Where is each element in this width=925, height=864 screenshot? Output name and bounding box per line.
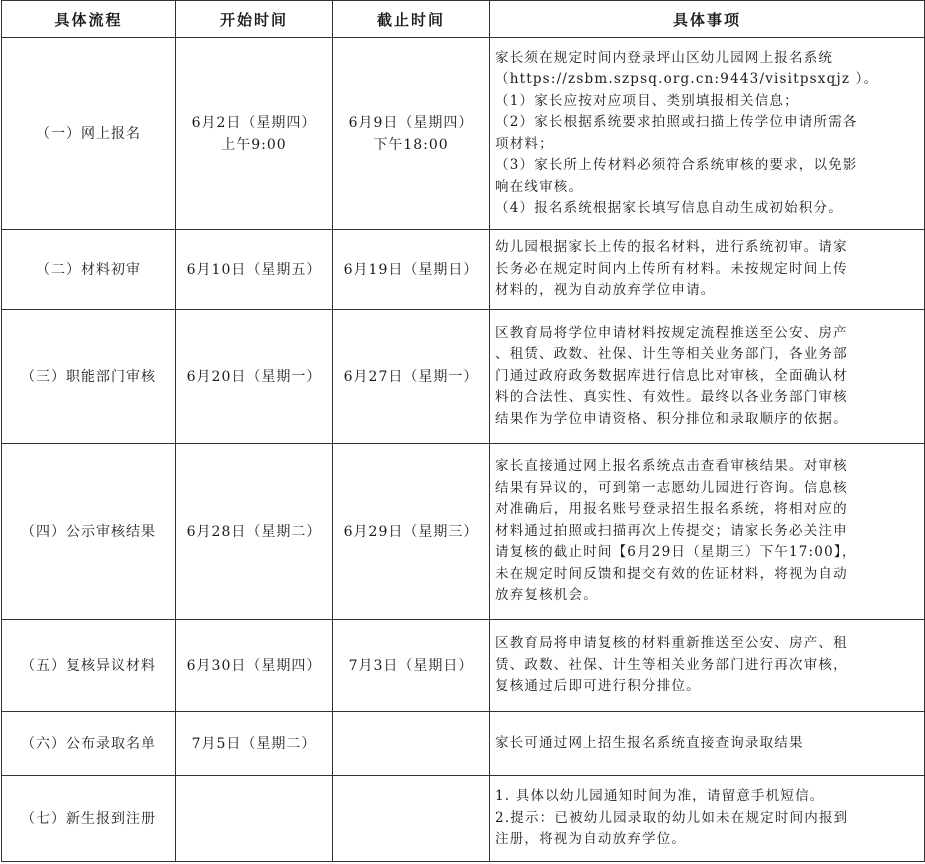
end-time: 下午18:00	[373, 136, 449, 153]
end-cell	[333, 776, 490, 862]
start-date: 7月5日（星期二）	[191, 735, 317, 752]
detail-line: （4）报名系统根据家长填写信息自动生成初始积分。	[495, 200, 843, 216]
header-step: 具体流程	[2, 1, 176, 38]
end-cell	[333, 38, 490, 230]
details-cell	[490, 230, 925, 310]
start-cell	[176, 620, 333, 712]
header-row	[2, 1, 925, 38]
step-cell: （二）材料初审	[2, 230, 176, 310]
details-cell	[490, 712, 925, 776]
start-date: 6月28日（星期二）	[186, 523, 322, 540]
end-cell	[333, 712, 490, 776]
header-details: 具体事项	[490, 1, 925, 38]
end-cell	[333, 230, 490, 310]
table-row	[2, 712, 925, 776]
start-cell	[176, 230, 333, 310]
details-cell	[490, 38, 925, 230]
detail-line: 料的合法性、真实性、有效性。最终以各业务部门审核	[495, 389, 848, 406]
start-cell	[176, 444, 333, 620]
end-date: 6月29日（星期三）	[343, 523, 479, 540]
enrollment-schedule-table	[1, 0, 925, 862]
start-cell	[176, 712, 333, 776]
start-time: 上午9:00	[221, 136, 287, 153]
details-cell	[490, 776, 925, 862]
detail-line: 材料通过拍照或扫描再次上传提交；请家长务必关注申	[495, 522, 848, 539]
table-row	[2, 38, 925, 230]
detail-line: 复核通过后即可进行积分排位。	[495, 678, 701, 695]
start-cell	[176, 38, 333, 230]
detail-line: 注册，将视为自动放弃学位。	[495, 831, 687, 848]
detail-line: 门通过政府政务数据库进行信息比对审核，全面确认材	[495, 367, 848, 384]
detail-line: 结果有异议的，可到第一志愿幼儿园进行咨询。信息核	[495, 479, 848, 496]
detail-line: 幼儿园根据家长上传的报名材料，进行系统初审。请家	[495, 239, 848, 256]
detail-line: 家长可通过网上招生报名系统直接查询录取结果	[495, 734, 804, 751]
detail-line: （2）家长根据系统要求拍照或扫描上传学位申请所需各	[495, 114, 858, 130]
details-cell	[490, 620, 925, 712]
table-row	[2, 230, 925, 310]
detail-line: 赁、政数、社保、计生等相关业务部门进行再次审核，	[495, 656, 848, 673]
detail-line: 2.提示：已被幼儿园录取的幼儿如未在规定时间内报到	[495, 809, 849, 826]
step-cell: （五）复核异议材料	[2, 620, 176, 712]
end-date: 6月19日（星期日）	[343, 261, 479, 278]
table-row	[2, 444, 925, 620]
step-cell: （七）新生报到注册	[2, 776, 176, 862]
header-start: 开始时间	[176, 1, 333, 38]
table-row	[2, 776, 925, 862]
detail-line: 家长直接通过网上报名系统点击查看审核结果。对审核	[495, 458, 848, 475]
details-cell	[490, 444, 925, 620]
start-date: 6月2日（星期四）	[191, 114, 317, 131]
detail-url: （https://zsbm.szpsq.org.cn:9443/visitpsxqjz ）。	[495, 71, 879, 87]
start-cell	[176, 776, 333, 862]
header-end: 截止时间	[333, 1, 490, 38]
detail-line: 材料的，视为自动放弃学位申请。	[495, 282, 716, 299]
detail-line: 响在线审核。	[495, 178, 584, 195]
step-cell: （四）公示审核结果	[2, 444, 176, 620]
detail-line: 未在规定时间反馈和提交有效的佐证材料，将视为自动	[495, 565, 848, 582]
detail-line: 家长须在规定时间内登录坪山区幼儿园网上报名系统	[495, 49, 834, 66]
start-date: 6月10日（星期五）	[186, 261, 322, 278]
step-cell: （六）公布录取名单	[2, 712, 176, 776]
detail-line: 请复核的截止时间【6月29日（星期三）下午17:00】，	[495, 544, 857, 561]
table-row	[2, 310, 925, 444]
start-date: 6月30日（星期四）	[186, 657, 322, 674]
start-date: 6月20日（星期一）	[186, 368, 322, 385]
detail-line: 项材料；	[495, 135, 554, 152]
end-date: 7月3日（星期日）	[348, 657, 474, 674]
details-cell	[490, 310, 925, 444]
detail-line: 长务必在规定时间内上传所有材料。未按规定时间上传	[495, 260, 848, 277]
detail-line: 区教育局将学位申请材料按规定流程推送至公安、房产	[495, 324, 848, 341]
start-cell	[176, 310, 333, 444]
step-cell: （一）网上报名	[2, 38, 176, 230]
detail-line: 放弃复核机会。	[495, 587, 598, 604]
detail-line: （3）家长所上传材料必须符合系统审核的要求，以免影	[495, 157, 858, 173]
detail-line: （1）家长应按对应项目、类别填报相关信息；	[495, 92, 799, 109]
detail-line: 结果作为学位申请资格、积分排位和录取顺序的依据。	[495, 410, 848, 427]
end-cell	[333, 310, 490, 444]
end-cell	[333, 620, 490, 712]
end-date: 6月27日（星期一）	[343, 368, 479, 385]
detail-line: 1. 具体以幼儿园通知时间为准，请留意手机短信。	[495, 788, 825, 805]
detail-line: 对准确后，用报名账号登录招生报名系统，将相对应的	[495, 501, 848, 518]
step-cell: （三）职能部门审核	[2, 310, 176, 444]
end-cell	[333, 444, 490, 620]
end-date: 6月9日（星期四）	[348, 114, 474, 131]
detail-line: 区教育局将申请复核的材料重新推送至公安、房产、租	[495, 635, 848, 652]
detail-line: 、租赁、政数、社保、计生等相关业务部门，各业务部	[495, 346, 848, 363]
table-row	[2, 620, 925, 712]
